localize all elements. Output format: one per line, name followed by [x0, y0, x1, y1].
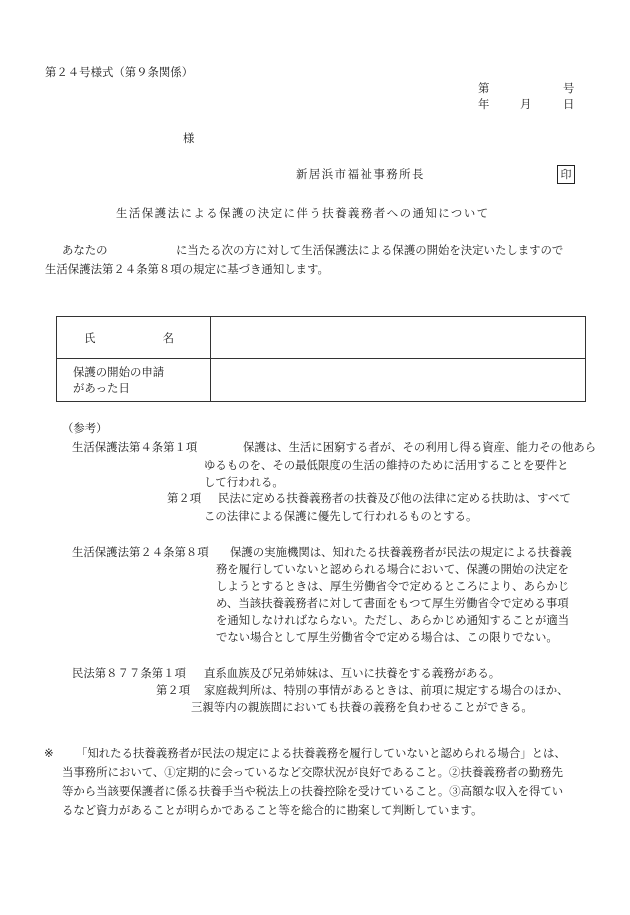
art24-line5: を通知しなければならない。ただし、あらかじめ通知することが適当	[216, 613, 570, 627]
note-line2: 当事務所において、①定期的に会っているなど交際状況が良好であること。②扶養義務者の勤務先	[62, 765, 563, 779]
application-date-label-cell	[57, 359, 211, 402]
addressee-honorific: 様	[183, 131, 195, 145]
reference-heading: （参考）	[62, 421, 108, 435]
application-date-label-line1: 保護の開始の申請	[73, 365, 165, 379]
name-label-cell	[57, 317, 211, 359]
date-day-label: 日	[563, 97, 575, 111]
note-mark: ※	[44, 746, 54, 760]
table-row	[57, 359, 586, 402]
art4-1-line2: ゆるものを、その最低限度の生活の維持のために活用することを要件と	[204, 458, 569, 472]
civil-877-2-reference: 第２項	[156, 683, 191, 697]
note-line3: 等から当該要保護者に係る扶養手当や税法上の扶養控除を受けていること。③高額な収入を得てい	[62, 784, 564, 798]
art24-line2: 務を履行していないと認められる場合において、保護の開始の決定を	[216, 562, 569, 576]
civil-877-1-reference: 民法第８７７条第１項	[72, 666, 186, 680]
art4-2-reference: 第２項	[167, 491, 202, 505]
recipient-info-table	[56, 316, 586, 402]
art24-line1: 保護の実施機関は、知れたる扶養義務者が民法の規定による扶養義	[230, 545, 572, 559]
art24-line6: でない場合として厚生労働省令で定める場合は、この限りでない。	[216, 630, 558, 644]
document-number-suffix: 号	[563, 81, 575, 95]
document-number-prefix: 第	[478, 81, 490, 95]
date-year-label: 年	[478, 97, 490, 111]
date-month-label: 月	[520, 97, 532, 111]
civil-877-2-line2: 三親等内の親族間においても扶養の義務を負わせることができる。	[191, 700, 533, 714]
art4-1-line3: して行われる。	[204, 475, 284, 489]
application-date-label-line2: があった日	[73, 381, 130, 395]
art24-line3: しようとするときは、厚生労働省令で定めるところにより、あらかじ	[216, 579, 570, 593]
document-title: 生活保護法による保護の決定に伴う扶養義務者への通知について	[116, 206, 490, 220]
form-number: 第２４号様式（第９条関係）	[45, 65, 194, 79]
table-row	[57, 317, 586, 359]
note-line1: 「知れたる扶養義務者が民法の規定による扶養義務を履行していないと認められる場合」とは、	[76, 746, 566, 760]
art4-1-reference: 生活保護法第４条第１項	[72, 440, 198, 454]
body-line1-end: に当たる次の方に対して生活保護法による保護の開始を決定いたしますので	[176, 243, 564, 257]
note-line4: るなど資力があることが明らかであること等を総合的に勘案して判断しています。	[62, 803, 483, 817]
body-line1-start: あなたの	[62, 243, 108, 257]
art4-1-line1: 保護は、生活に困窮する者が、その利用し得る資産、能力その他あら	[243, 440, 597, 454]
art4-2-line2: この法律による保護に優先して行われるものとする。	[204, 509, 478, 523]
art24-reference: 生活保護法第２４条第８項	[72, 545, 209, 559]
sender-title: 新居浜市福祉事務所長	[296, 167, 425, 181]
seal-box: 印	[557, 165, 575, 184]
art4-2-line1: 民法に定める扶養義務者の扶養及び他の法律に定める扶助は、すべて	[218, 491, 571, 505]
application-date-value-cell[interactable]	[211, 359, 586, 402]
name-value-cell[interactable]	[211, 317, 586, 359]
civil-877-1-line1: 直系血族及び兄弟姉妹は、互いに扶養をする義務がある。	[204, 666, 501, 680]
name-label: 氏 名	[84, 330, 174, 345]
civil-877-2-line1: 家庭裁判所は、特別の事情があるときは、前項に規定する場合のほか、	[204, 683, 569, 697]
art24-line4: め、当該扶養義務者に対して書面をもつて厚生労働省令で定める事項	[216, 596, 569, 610]
body-line2: 生活保護法第２４条第８項の規定に基づき通知します。	[45, 262, 329, 276]
